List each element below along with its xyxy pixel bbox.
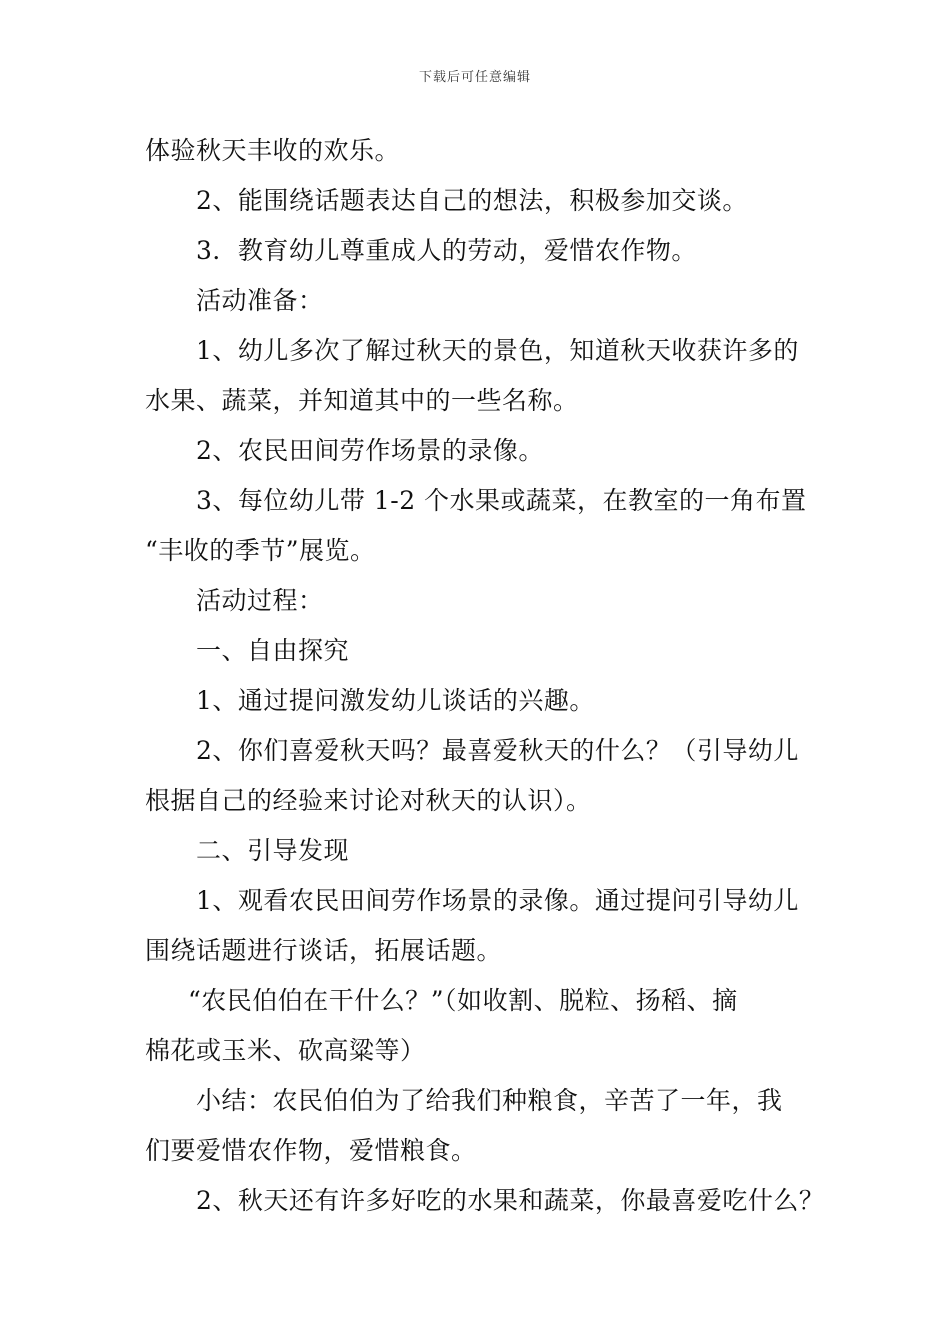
- body-line: 水果、蔬菜，并知道其中的一些名称。: [145, 386, 579, 415]
- body-line: 棉花或玉米、砍高粱等）: [145, 1036, 426, 1065]
- body-line: 2、你们喜爱秋天吗？最喜爱秋天的什么？（引导幼儿: [196, 736, 799, 765]
- subsection-heading: 二、引导发现: [196, 836, 350, 865]
- summary-line: 小结：农民伯伯为了给我们种粮食，辛苦了一年，我: [196, 1086, 783, 1115]
- body-line: 1、观看农民田间劳作场景的录像。通过提问引导幼儿: [196, 886, 799, 915]
- body-line: 2、秋天还有许多好吃的水果和蔬菜，你最喜爱吃什么？: [196, 1186, 825, 1215]
- body-line: 根据自己的经验来讨论对秋天的认识）。: [145, 786, 592, 815]
- body-line: 1、幼儿多次了解过秋天的景色，知道秋天收获许多的: [196, 336, 799, 365]
- section-heading: 活动准备：: [196, 286, 324, 315]
- body-line: 1、通过提问激发幼儿谈话的兴趣。: [196, 686, 595, 715]
- body-line: 3、每位幼儿带 1-2 个水果或蔬菜，在教室的一角布置: [196, 486, 807, 515]
- body-line: 体验秋天丰收的欢乐。: [145, 136, 401, 165]
- body-line: 2、能围绕话题表达自己的想法，积极参加交谈。: [196, 186, 748, 215]
- page-header: 下载后可任意编辑: [418, 70, 531, 85]
- body-line: “农民伯伯在干什么？”（如收割、脱粒、扬稻、摘: [188, 986, 738, 1015]
- section-heading: 活动过程：: [196, 586, 324, 615]
- body-line: 3．教育幼儿尊重成人的劳动，爱惜农作物。: [196, 236, 697, 265]
- body-line: “丰收的季节”展览。: [145, 536, 376, 565]
- subsection-heading: 一、自由探究: [196, 636, 350, 665]
- body-line: 2、农民田间劳作场景的录像。: [196, 436, 544, 465]
- body-line: 围绕话题进行谈话，拓展话题。: [145, 936, 503, 965]
- summary-line: 们要爱惜农作物，爱惜粮食。: [145, 1136, 477, 1165]
